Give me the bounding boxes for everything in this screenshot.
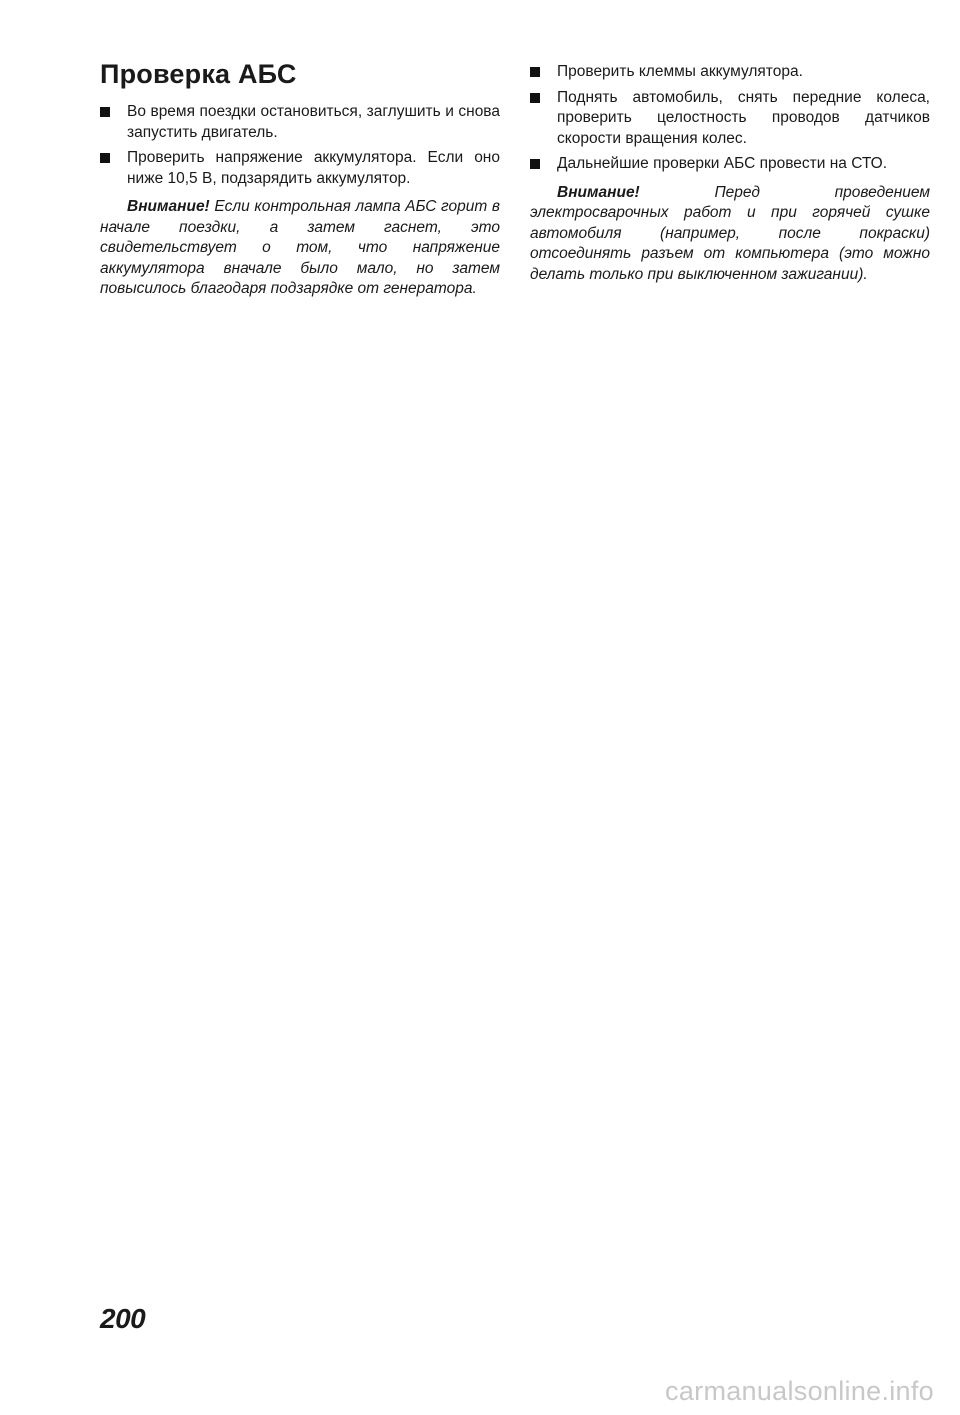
watermark: carmanualsonline.info [665,1376,934,1406]
square-bullet-icon [530,93,540,103]
list-item [530,62,930,83]
warning-text: Перед проведением электросварочных работ и при горячей сушке автомобиля (например, после покраски) отсоединять разъем от компьютера (это можно делать только при выключенном зажигании). [530,183,930,283]
warning-label: Внимание! [557,183,640,201]
warning-note [530,183,930,286]
square-bullet-icon [100,153,110,163]
left-bullet-list [100,102,500,189]
square-bullet-icon [530,67,540,77]
list-item-text: Поднять автомобиль, снять передние колеса, проверить целостность проводов датчиков скорости вращения колес. [557,88,930,147]
list-item [530,154,930,175]
list-item-text: Во время поездки остановиться, заглушить и снова запустить двигатель. [127,103,500,141]
list-item [530,88,930,150]
list-item-text: Проверить напряжение аккумулятора. Если оно ниже 10,5 В, подзарядить аккумулятор. [127,149,500,187]
warning-note [100,197,500,300]
warning-label: Внимание! [127,198,210,215]
list-item [100,148,500,189]
left-column [100,58,500,315]
square-bullet-icon [530,159,540,169]
right-column [530,62,930,301]
list-item-text: Проверить клеммы аккумулятора. [557,63,803,80]
page-number: 200 [100,1303,146,1334]
section-title: Проверка АБС [100,59,297,89]
list-item [100,102,500,143]
list-item-text: Дальнейшие проверки АБС провести на СТО. [557,155,888,172]
square-bullet-icon [100,107,110,117]
right-bullet-list [530,62,930,175]
warning-text: Если контрольная лампа АБС горит в начале поездки, а затем гаснет, это свидетельствует о том, что напряжение аккумулятора вначале было мало, но затем повысилось благодаря подзарядке от генератора. [100,198,500,297]
